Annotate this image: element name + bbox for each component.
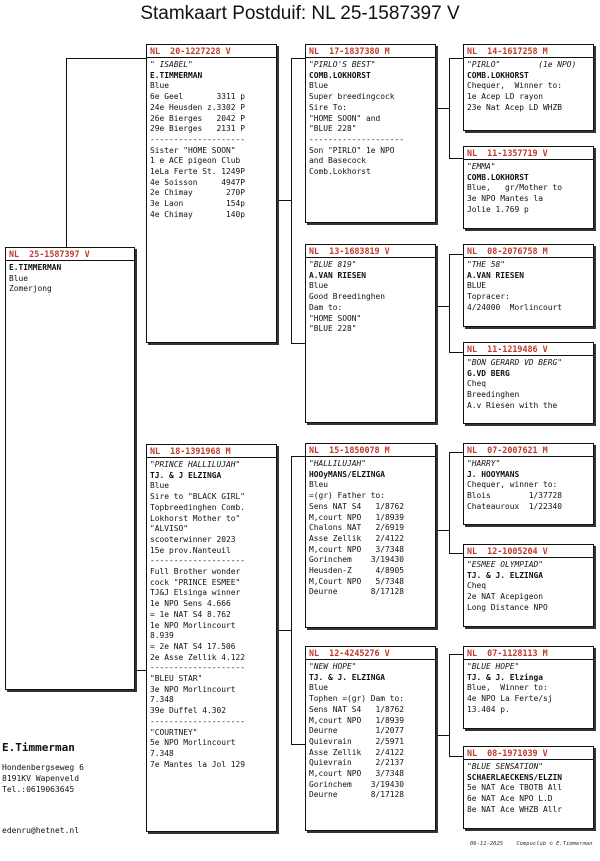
pigeon-info-line: Dam to: — [309, 302, 343, 312]
pigeon-card-father[interactable] — [146, 444, 277, 832]
pigeon-info-line: Blue — [9, 273, 29, 283]
pigeon-info-line: Blue — [309, 683, 329, 693]
pigeon-name: "PRINCE HALLILUJAH" — [150, 460, 241, 469]
connector-line — [449, 254, 463, 255]
pigeon-info-line: 8.939 — [150, 631, 174, 641]
pigeon-info-line: 3e Laon 154p — [150, 199, 246, 209]
pigeon-details — [464, 760, 593, 816]
pigeon-breeder: HOOyMANS/ELZINGA — [309, 469, 386, 479]
pigeon-info-line: Chateauroux 1/22340 — [467, 501, 563, 511]
pigeon-info-line: Jolie 1.769 p — [467, 204, 529, 214]
pigeon-card-fff[interactable] — [463, 443, 594, 525]
ring-number: NL 08-2076758 M — [464, 245, 593, 258]
pigeon-info-line: 4e NPO La Ferte/sj — [467, 694, 553, 704]
pigeon-info-line: Gorinchem 3/19430 — [309, 779, 405, 789]
pigeon-info-line: 7e Mantes la Jol 129 — [150, 759, 246, 769]
pigeon-info-line: Full Brother wonder — [150, 567, 241, 577]
pigeon-info-line: 3e NPO Morlincourt — [150, 684, 236, 694]
pigeon-info-line: 2e Chimay 270P — [150, 188, 246, 198]
pigeon-name: "PIRLO'S BEST" — [309, 60, 376, 69]
pigeon-breeder: COMB.LOKHORST — [467, 172, 529, 182]
pigeon-info-line: Zomerjong — [9, 284, 52, 294]
pigeon-info-line: Cheq — [467, 379, 487, 389]
pigeon-info-line: E.TIMMERMAN — [9, 263, 62, 272]
pigeon-breeder: G.VD BERG — [467, 368, 510, 378]
pigeon-info-line: -------------------- — [150, 663, 246, 673]
pigeon-info-line: M,court NPO 3/7348 — [309, 544, 405, 554]
pigeon-info-line: "HOME SOON" and — [309, 113, 381, 123]
pigeon-card-mother[interactable] — [146, 44, 277, 343]
ring-number: NL 07-2007621 M — [464, 444, 593, 457]
pigeon-breeder: J. HOOYMANS — [467, 469, 520, 479]
pigeon-info-line: "BLUE 228" — [309, 124, 357, 134]
owner-email[interactable]: edenru@hetnet.nl — [2, 826, 80, 835]
pigeon-info-line: Blue — [309, 281, 329, 291]
pigeon-info-line: cock "PRINCE ESMEE" — [150, 577, 241, 587]
pigeon-info-line: 1e NPO Morlincourt — [150, 620, 236, 630]
owner-name: E.Timmerman — [2, 741, 75, 754]
footer-credit: 06-11-2025 Compuclub © E.Timmerman — [470, 841, 593, 847]
pigeon-info-line: Asse Zellik 2/4122 — [309, 747, 405, 757]
pigeon-info-line: scooterwinner 2023 — [150, 534, 236, 544]
pigeon-breeder: A.VAN RIESEN — [309, 270, 367, 280]
pigeon-info-line: Topbreedinghen Comb. — [150, 502, 246, 512]
pigeon-info-line: Comb.Lokhorst — [309, 167, 371, 177]
pigeon-info-line: Good Breedinghen — [309, 292, 386, 302]
connector-line — [436, 735, 450, 736]
pigeon-info-line: M,court NPO 1/8939 — [309, 512, 405, 522]
page-title: Stamkaart Postduif: NL 25-1587397 V — [140, 3, 460, 24]
pigeon-card-fmm[interactable] — [463, 746, 594, 829]
pigeon-breeder: COMB.LOKHORST — [467, 70, 529, 80]
pigeon-info-line: Blue, gr/Mother to — [467, 183, 563, 193]
pigeon-breeder: SCHAERLAECKENS/ELZIN — [467, 772, 563, 782]
pigeon-breeder: COMB.LOKHORST — [309, 70, 371, 80]
pigeon-name: "HALLILUJAH" — [309, 459, 367, 468]
pigeon-info-line: M,court NPO 3/7348 — [309, 769, 405, 779]
owner-address: Hondenbergseweg 6 — [2, 763, 84, 772]
pigeon-info-line: 24e Heusden z.3302 P — [150, 102, 246, 112]
pigeon-info-line: 1 e ACE pigeon Club — [150, 156, 241, 166]
ring-number: NL 12-4245276 V — [306, 647, 435, 660]
pigeon-info-line: 6e Geel 3311 p — [150, 92, 246, 102]
pigeon-info-line: 23e Nat Acep LD WHZB — [467, 102, 563, 112]
pigeon-name: "BLUE 819" — [309, 260, 357, 269]
pigeon-info-line: 15e prov.Nanteuil — [150, 545, 231, 555]
pigeon-info-line: Sire To: — [309, 102, 348, 112]
pigeon-info-line: 1eLa Ferte St. 1249P — [150, 167, 246, 177]
pigeon-info-line: Blue — [309, 81, 329, 91]
pigeon-name: "BLUE HOPE" — [467, 662, 520, 671]
pigeon-card-mmf[interactable] — [463, 244, 594, 327]
pigeon-card-mother-sire[interactable] — [305, 44, 436, 223]
pigeon-card-mff[interactable] — [463, 44, 594, 131]
ring-number: NL 14-1617258 M — [464, 45, 593, 58]
pigeon-info-line: Bleu — [309, 480, 329, 490]
pigeon-info-line: M,Court NPO 5/7348 — [309, 576, 405, 586]
pigeon-info-line: Son "PIRLO" 1e NPO — [309, 145, 395, 155]
pigeon-info-line: =(gr) Father to: — [309, 491, 386, 501]
pigeon-card-fmf[interactable] — [463, 646, 594, 729]
pigeon-info-line: Topracer: — [467, 292, 510, 302]
pigeon-info-line: Gorinchem 3/19430 — [309, 555, 405, 565]
connector-line — [291, 58, 305, 59]
connector-line — [449, 654, 450, 756]
pigeon-info-line: 4/24000 Morlincourt — [467, 302, 563, 312]
ring-number: NL 18-1391968 M — [147, 445, 276, 458]
ring-number: NL 20-1227228 V — [147, 45, 276, 58]
pigeon-info-line: 13.404 p. — [467, 704, 510, 714]
ring-number: NL 08-1971039 V — [464, 747, 593, 760]
pigeon-info-line: Sens NAT S4 1/8762 — [309, 501, 405, 511]
pigeon-info-line: 26e Bierges 2042 P — [150, 113, 246, 123]
connector-line — [291, 343, 305, 344]
connector-line — [436, 306, 450, 307]
pigeon-details — [147, 458, 276, 770]
pigeon-details — [6, 261, 134, 295]
pigeon-info-line: "ALVISO" — [150, 524, 189, 534]
pigeon-info-line: -------------------- — [150, 134, 246, 144]
pigeon-details — [306, 258, 435, 335]
pigeon-info-line: "HOME SOON" — [309, 313, 362, 323]
connector-line — [449, 58, 463, 59]
pigeon-info-line: "BLUE 228" — [309, 324, 357, 334]
pigeon-breeder: A.VAN RIESEN — [467, 270, 525, 280]
pigeon-info-line: 2e Asse Zellik 4.122 — [150, 652, 246, 662]
pigeon-info-line: 1e Acep LD rayon — [467, 92, 544, 102]
pigeon-info-line: Deurne 1/2077 — [309, 726, 405, 736]
pigeon-info-line: Long Distance NPO — [467, 602, 548, 612]
connector-line — [436, 108, 450, 109]
owner-city: 8191KV Wapenveld — [2, 774, 80, 783]
pigeon-details — [464, 356, 593, 412]
ring-number: NL 11-1219486 V — [464, 343, 593, 356]
connector-line — [449, 254, 450, 352]
connector-line — [449, 654, 463, 655]
pigeon-breeder: TJ. & J ELZINGA — [150, 470, 222, 480]
pigeon-info-line: Sister "HOME SOON" — [150, 145, 236, 155]
pigeon-info-line: Super breedingcock — [309, 92, 395, 102]
pigeon-name: "NEW HOPE" — [309, 662, 357, 671]
pigeon-breeder: TJ. & J. ELZINGA — [309, 672, 386, 682]
connector-line — [449, 452, 463, 453]
pigeon-info-line: Chalons NAT 2/6919 — [309, 523, 405, 533]
pigeon-details — [147, 58, 276, 221]
connector-line — [291, 456, 292, 744]
connector-line — [277, 630, 292, 631]
pigeon-name: "BON GERARD VD BERG" — [467, 358, 563, 367]
pigeon-details — [306, 58, 435, 178]
pigeon-info-line: Deurne 8/17128 — [309, 587, 405, 597]
pigeon-name: "HARRY" — [467, 459, 501, 468]
pigeon-card-mother-dam[interactable] — [305, 244, 436, 423]
pigeon-info-line: 8e NAT Ace WHZB Allr — [467, 804, 563, 814]
pigeon-info-line: TJ&J Elsinga winner — [150, 588, 241, 598]
connector-line — [449, 452, 450, 553]
ring-number: NL 11-1357719 V — [464, 147, 593, 160]
pigeon-name: "THE 58" — [467, 260, 506, 269]
pigeon-info-line: 4e Chimay 140p — [150, 209, 246, 219]
pigeon-name: " ISABEL" — [150, 60, 193, 69]
pigeon-info-line: Quievrain 2/2137 — [309, 758, 405, 768]
pigeon-info-line: 2e NAT Acepigeon — [467, 592, 544, 602]
pigeon-info-line: Asse Zellik 2/4122 — [309, 533, 405, 543]
pigeon-details — [464, 160, 593, 216]
pigeon-details — [464, 58, 593, 114]
ring-number: NL 25-1587397 V — [6, 248, 134, 261]
owner-phone: Tel.:0619063645 — [2, 785, 75, 794]
pigeon-details — [464, 660, 593, 716]
connector-line — [449, 553, 463, 554]
pigeon-breeder: TJ. & J. Elzinga — [467, 672, 544, 682]
pigeon-info-line: 5e NAT Ace TBOTB All — [467, 783, 563, 793]
pigeon-card-father-dam[interactable] — [305, 646, 436, 831]
pigeon-breeder: E.TIMMERMAN — [150, 70, 203, 80]
pigeon-details — [464, 558, 593, 614]
ring-number: NL 17-1837380 M — [306, 45, 435, 58]
pigeon-info-line: A.v Riesen with the — [467, 400, 558, 410]
pigeon-info-line: Tophen =(gr) Dam to: — [309, 694, 405, 704]
pigeon-info-line: = 2e NAT S4 17.506 — [150, 641, 236, 651]
pigeon-info-line: 6e NAT Ace NPO L.D — [467, 794, 553, 804]
pigeon-info-line: Blue — [150, 481, 170, 491]
pigeon-info-line: Quievrain 2/5971 — [309, 736, 405, 746]
connector-line — [449, 756, 463, 757]
pigeon-details — [306, 660, 435, 801]
pigeon-info-line: -------------------- — [309, 134, 405, 144]
pigeon-info-line: Chequer, winner to: — [467, 480, 558, 490]
pigeon-name: "ESMEE OLYMPIAD" — [467, 560, 544, 569]
pigeon-info-line: BLUE — [467, 281, 487, 291]
pigeon-info-line: 29e Bierges 2131 P — [150, 124, 246, 134]
ring-number: NL 13-1683819 V — [306, 245, 435, 258]
pigeon-info-line: 5e NPO Morlincourt — [150, 738, 236, 748]
pigeon-info-line: -------------------- — [150, 716, 246, 726]
pigeon-info-line: Lokhorst Mother to" — [150, 513, 241, 523]
pigeon-info-line: 7.348 — [150, 748, 174, 758]
connector-line — [291, 744, 305, 745]
ring-number: NL 12-1005204 V — [464, 545, 593, 558]
pigeon-card-mmm[interactable] — [463, 342, 594, 424]
pigeon-details — [306, 457, 435, 598]
pigeon-info-line: M,court NPO 1/8939 — [309, 715, 405, 725]
connector-line — [449, 352, 463, 353]
pigeon-info-line: 4e Soisson 4947P — [150, 177, 246, 187]
connector-line — [277, 200, 292, 201]
pigeon-info-line: 7.348 — [150, 695, 174, 705]
connector-line — [66, 58, 146, 59]
pigeon-info-line: "COURTNEY" — [150, 727, 198, 737]
pigeon-name: "PIRLO" (1e NPO) — [467, 60, 577, 69]
pigeon-info-line: Blue — [150, 81, 170, 91]
pigeon-info-line: and Basecock — [309, 156, 367, 166]
pigeon-info-line: Chequer, Winner to: — [467, 81, 563, 91]
connector-line — [291, 456, 305, 457]
connector-line — [436, 530, 450, 531]
pigeon-card-mfm[interactable] — [463, 146, 594, 229]
pigeon-info-line: Heusden-Z 4/8905 — [309, 566, 405, 576]
pigeon-card-ffm[interactable] — [463, 544, 594, 627]
pigeon-info-line: Blue, Winner to: — [467, 683, 548, 693]
pigeon-info-line: Sire to "BLACK GIRL" — [150, 492, 246, 502]
pigeon-name: "BLUE SENSATION" — [467, 762, 544, 771]
pigeon-details — [464, 258, 593, 314]
pigeon-details — [464, 457, 593, 513]
pigeon-info-line: Blois 1/37728 — [467, 491, 563, 501]
pigeon-info-line: -------------------- — [150, 556, 246, 566]
pigeon-info-line: Breedinghen — [467, 390, 520, 400]
pigeon-info-line: Deurne 8/17128 — [309, 790, 405, 800]
pigeon-info-line: 3e NPO Mantes la — [467, 194, 544, 204]
pigeon-info-line: Sens NAT S4 1/8762 — [309, 704, 405, 714]
pigeon-info-line: Cheq — [467, 581, 487, 591]
pigeon-card-subject[interactable] — [5, 247, 135, 690]
ring-number: NL 15-1850078 M — [306, 444, 435, 457]
connector-line — [449, 158, 463, 159]
pigeon-info-line: = 1e NAT S4 8.762 — [150, 609, 231, 619]
ring-number: NL 07-1128113 M — [464, 647, 593, 660]
pigeon-info-line: "BLEU STAR" — [150, 674, 203, 684]
pigeon-info-line: 39e Duffel 4.302 — [150, 706, 227, 716]
pigeon-name: "EMMA" — [467, 162, 496, 171]
pigeon-breeder: TJ. & J. ELZINGA — [467, 570, 544, 580]
pigeon-card-father-sire[interactable] — [305, 443, 436, 628]
pigeon-info-line: 1e NPO Sens 4.666 — [150, 599, 231, 609]
